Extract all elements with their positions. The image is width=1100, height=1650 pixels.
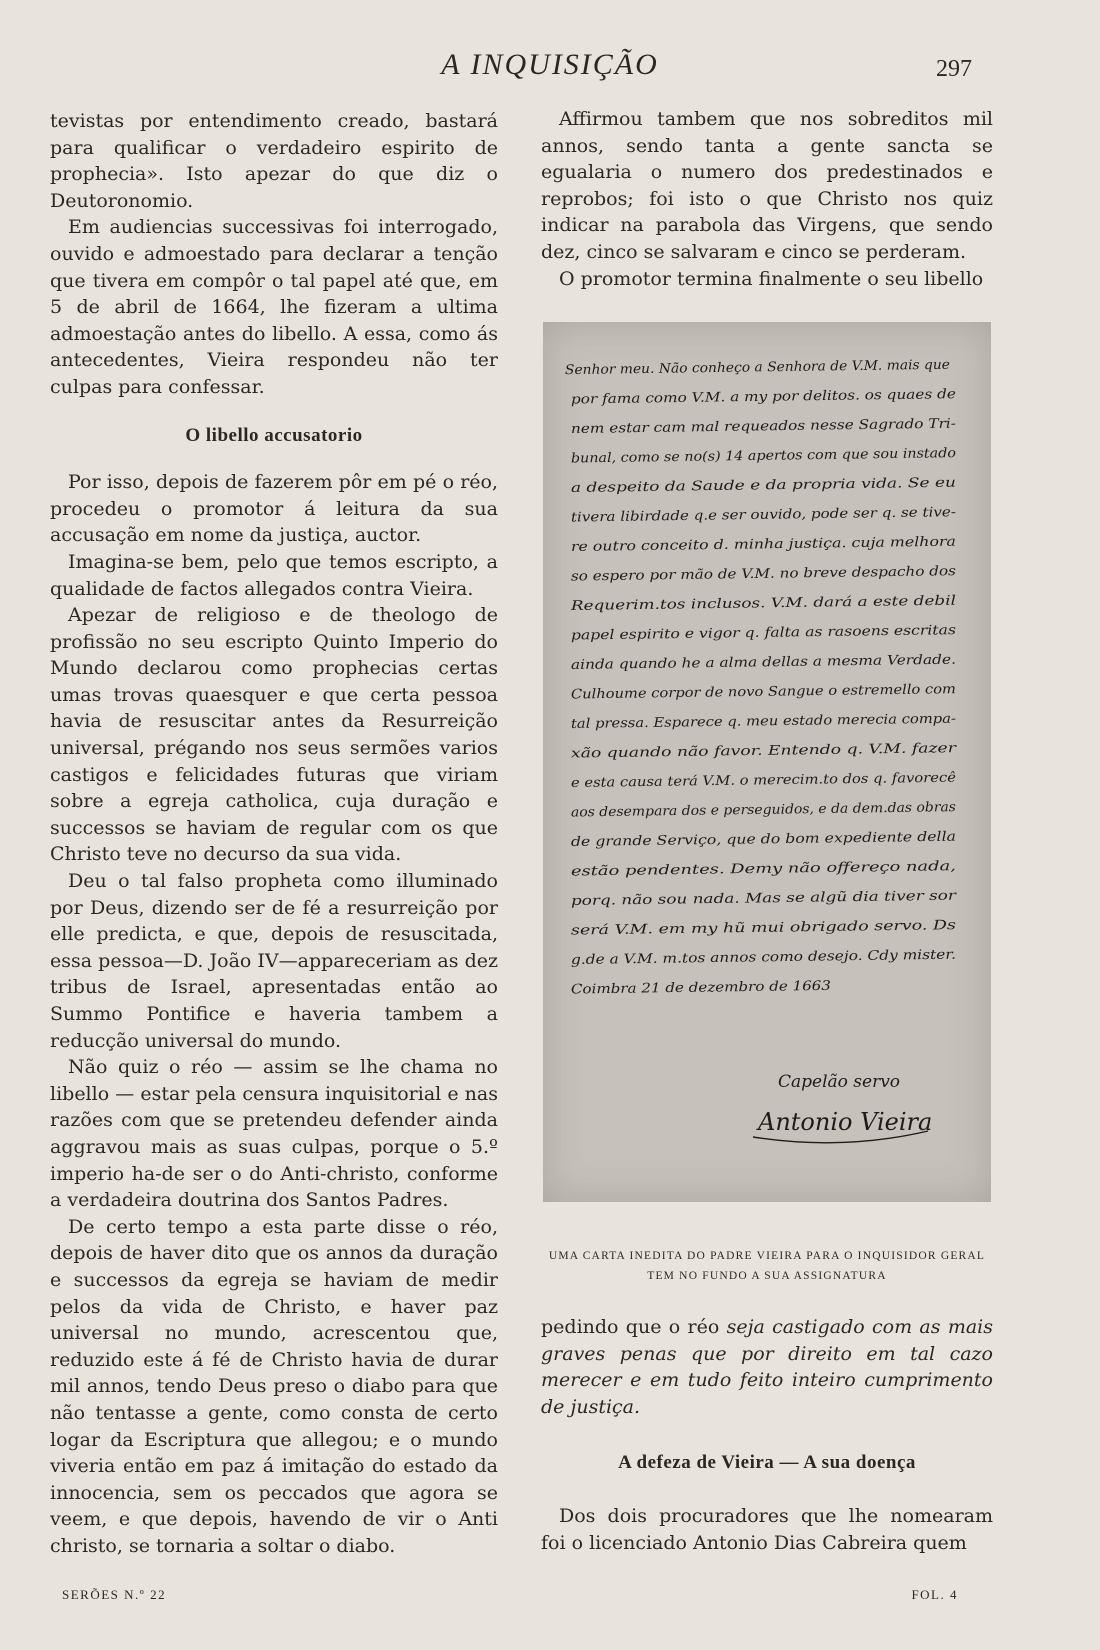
right-column-bottom [541, 1314, 993, 1556]
letter-line: papel espirito e vigor q. falta as rasoens escritas [570, 623, 897, 644]
letter-line: ainda quando he a alma dellas a mesma Verdade. [570, 653, 902, 673]
footer-issue: SERÕES N.º 22 [62, 1587, 167, 1602]
paragraph: Em audiencias successivas foi interrogado, ouvido e admoestado para declarar a tenção que tivera em compôr o tal papel até que, em 5 de abril de 1664, lhe fizeram a ultima admoestação antes do libello. A essa, como ás antecedentes, Vieira respondeu não ter culpas para confessar. [50, 216, 498, 398]
letter-facsimile [543, 322, 991, 1202]
letter-line: porq. não sou nada. Mas se algũ dia tiver sor [570, 889, 873, 909]
paragraph: Dos dois procuradores que lhe nomearam foi o licenciado Antonio Dias Cabreira quem [541, 1504, 993, 1554]
letter-line: nem estar cam mal requeados nesse Sagrado Tri- [570, 417, 903, 437]
text-italic: seja castigado com as mais graves penas que por direito em tal cazo merecer e em tudo feito inteiro cumprimento de justiça. [541, 1316, 993, 1418]
letter-closing: Capelão servo [778, 1072, 901, 1092]
letter-line: e esta causa terá V.M. o merecim.to dos q. favorecê [570, 771, 917, 791]
section-heading: O libello accusatorio [185, 424, 363, 446]
running-title: A INQUISIÇÃO [441, 48, 659, 81]
letter-line: Coimbra 21 de dezembro de 1663 [570, 979, 799, 998]
paragraph: Deu o tal falso propheta como illuminado por Deus, dizendo ser de fé a resurreição por elle predicta, e que, depois de resuscitada, essa pessoa—D. João IV—appareceriam as dez tribus de Israel, apresentadas então ao Summo Pontifice e haveria tambem a reducção universal do mundo. [50, 870, 498, 1052]
letter-line: Requerim.tos inclusos. V.M. dará a este debil [570, 594, 873, 614]
letter-handwriting [543, 322, 991, 1202]
paragraph: Não quiz o réo — assim se lhe chama no libello — estar pela censura inquisitorial e nas razões com que se pretendeu defender ainda aggravou mais as suas culpas, porque o 5.º imperio ha-de ser o do Anti-christo, conforme a verdadeira doutrina dos Santos Padres. [50, 1056, 498, 1212]
left-column [50, 108, 498, 1559]
letter-signature: Antonio Vieira [758, 1108, 933, 1136]
paragraph: Imagina-se bem, pelo que temos escripto, a qualidade de factos allegados contra Vieira. [50, 550, 498, 600]
paragraph: O promotor termina finalmente o seu libello [559, 267, 984, 290]
right-column-top [541, 106, 993, 292]
paragraph: Apezar de religioso e de theologo de profissão no seu escripto Quinto Imperio do Mundo declarou como prophecias certas umas trovas quaesquer e que certa pessoa havia de resuscitar antes da Resurreição universal, prégando nos seus sermões varios castigos e felicidades futuras que viriam sobre a egreja catholica, cuja duração e successos se haviam de regular com os que Christo teve no decurso da sua vida. [50, 604, 498, 866]
letter-line: será V.M. em my hũ mui obrigado servo. Ds [570, 919, 863, 939]
paragraph: tevistas por entendimento creado, bastará para qualificar o verdadeiro espirito de prophecia». Isto apezar do que diz o Deutoronomio. [50, 110, 498, 212]
paragraph: Por isso, depois de fazerem pôr em pé o réo, procedeu o promotor á leitura da sua accusação em nome da justiça, auctor. [50, 471, 498, 547]
letter-line: g.de a V.M. m.tos annos como desejo. Cdy mister. [570, 948, 901, 968]
paragraph: De certo tempo a esta parte disse o réo, depois de haver dito que os annos da duração e successos da egreja se haviam de medir pelos da vida de Christo, e haver paz universal no mundo, acrescentou que, reduzido este á fé de Christo havia de durar mil annos, tendo Deus preso o diabo para que não tentasse a gente, como consta de certo logar da Escriptura que allegou; e o mundo viveria então em paz á imitação do estado da innocencia, sem os peccados que agora se veem, e que depois, havendo de vir o Anti christo, se tornaria a soltar o diabo. [50, 1215, 498, 1557]
section-heading: A defeza de Vieira — A sua doença [618, 1452, 916, 1474]
letter-line: a despeito da Saude e da propria vida. Se eu [570, 476, 871, 496]
letter-line: por fama como V.M. a my por delitos. os quaes de [570, 387, 904, 408]
paragraph [541, 1314, 993, 1420]
figure-caption [536, 1246, 998, 1286]
letter-line: so espero por mão de V.M. no breve despacho dos [570, 564, 906, 585]
letter-line: estão pendentes. Demy não offereço nada, [570, 860, 856, 880]
letter-line: Senhor meu. Não conheço a Senhora de V.M. mais que [564, 357, 932, 379]
letter-line: bunal, como se no(s) 14 apertos com que sou instado [570, 446, 927, 467]
page-number: 297 [936, 56, 972, 82]
caption-line: UMA CARTA INEDITA DO PADRE VIEIRA PARA O INQUISIDOR GERAL [548, 1250, 986, 1262]
paragraph: Affirmou tambem que nos sobreditos mil annos, sendo tanta a gente sancta se egualaria o numero dos predestinados e reprobos; foi isto o que Christo nos quiz indicar na parabola das Virgens, que sendo dez, cinco se salvaram e cinco se perderam. [541, 108, 993, 263]
letter-line: xão quando não favor. Entendo q. V.M. fazer [570, 742, 867, 762]
letter-line: re outro conceito d. minha justiça. cuja melhora [570, 535, 893, 555]
letter-line: tal pressa. Esparece q. meu estado merecia compa- [570, 712, 916, 732]
letter-line: Culhoume corpor de novo Sangue o estremello com [570, 682, 918, 703]
footer-folio: FOL. 4 [911, 1587, 958, 1602]
letter-line: de grande Serviço, que do bom expediente della [570, 830, 895, 850]
caption-line: TEM NO FUNDO A SUA ASSIGNATURA [647, 1270, 887, 1282]
letter-line: tivera libirdade q.e ser ouvido, pode ser q. se tive- [570, 505, 908, 526]
letter-line: aos desempara dos e perseguidos, e da dem.das obras [570, 800, 935, 821]
text-plain: pedindo que o réo [541, 1316, 727, 1338]
